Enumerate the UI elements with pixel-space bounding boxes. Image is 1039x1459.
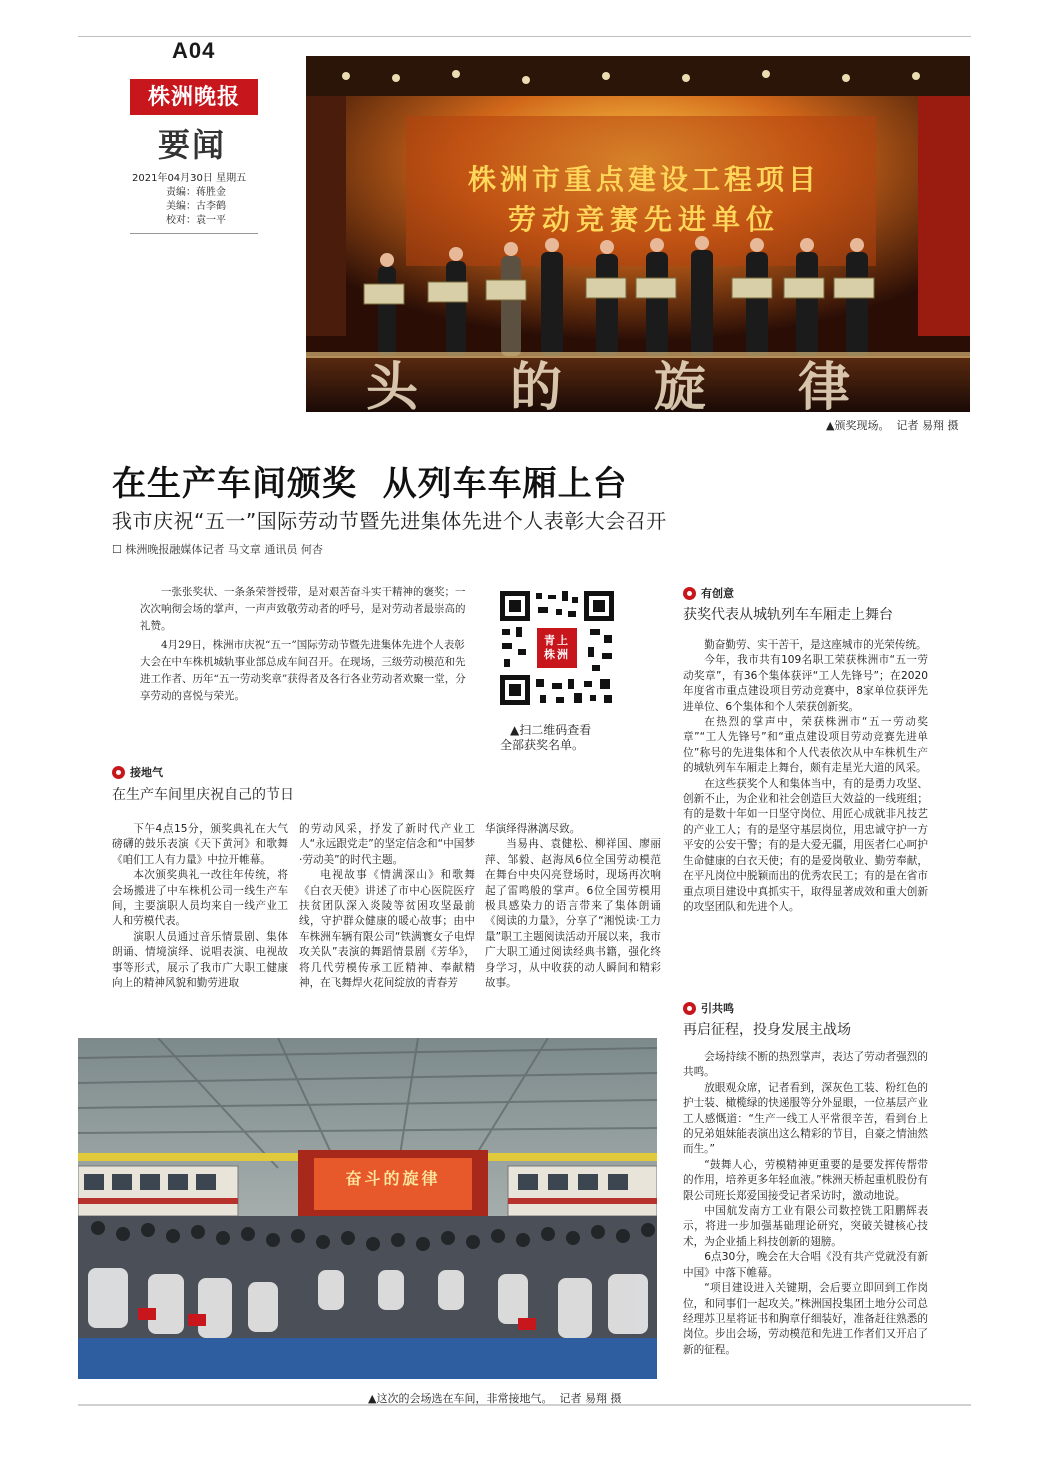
proofreader: 校对：袁一平 <box>166 215 226 226</box>
section-name: 要闻 <box>158 126 227 164</box>
section2-title: 获奖代表从城轨列车车厢走上舞台 <box>683 607 893 623</box>
lead-block <box>140 584 470 707</box>
section2-p3: 在热烈的掌声中，荣获株洲市“五一劳动奖章”“工人先锋号”和“重点建设项目劳动竞赛先进单位”称号的先进集体和个人代表依次从中车株机生产的城轨列车车厢走上舞台，颇有走星光大道的风采。 <box>683 716 928 775</box>
section1-c1-p1: 下午4点15分，颁奖典礼在大气磅礴的鼓乐表演《天下黄河》和歌舞《咱们工人有力量》中拉开帷幕。 <box>112 823 288 866</box>
section1-column-1 <box>112 822 288 991</box>
page-number: A04 <box>172 38 216 63</box>
sub-headline: 我市庆祝“五一”国际劳动节暨先进集体先进个人表彰大会召开 <box>112 509 667 533</box>
stage-banner-line2: 劳动竞赛先进单位 <box>507 203 780 236</box>
top-rule <box>78 36 971 37</box>
section1-title: 在生产车间里庆祝自己的节日 <box>112 787 294 803</box>
workshop-illustration <box>78 1038 657 1379</box>
tag-bullet-icon <box>112 766 125 779</box>
section3-body <box>683 1050 928 1358</box>
section3-tag <box>683 1000 734 1016</box>
section1-column-2 <box>299 822 475 991</box>
tag-bullet-icon <box>683 587 696 600</box>
byline: ☐ 株洲晚报融媒体记者 马文章 通讯员 何杏 <box>112 543 323 556</box>
section3-p1: 会场持续不断的热烈掌声，表达了劳动者强烈的共鸣。 <box>683 1051 928 1079</box>
section3-p3: “鼓舞人心，劳模精神更重要的是要发挥传帮带的作用，培养更多年轻血液。”株洲天桥起重机股份有限公司班长郑爱国接受记者采访时，激动地说。 <box>683 1158 928 1202</box>
issue-date: 2021年04月30日 星期五 <box>132 173 247 184</box>
section3-tag-label: 引共鸣 <box>701 1002 734 1015</box>
floor-text: 头的旋律 <box>366 358 943 412</box>
bottom-photo-caption: ▲这次的会场选在车间，非常接地气。 记者 易翔 摄 <box>368 1392 622 1405</box>
section1-c2-p1: 的劳动风采，抒发了新时代产业工人“永远跟党走”的坚定信念和“中国梦·劳动美”的时代主题。 <box>299 823 475 866</box>
section1-c3-p1: 华演绎得淋漓尽致。 <box>485 823 581 835</box>
section2-body <box>683 638 928 915</box>
section3-p4: 中国航发南方工业有限公司数控铣工阳鹏辉表示，将进一步加强基础理论研究，突破关键核心技术，为企业插上科技创新的翅膀。 <box>683 1205 928 1248</box>
qr-caption-1: ▲扫二维码查看 <box>510 723 592 737</box>
qr-caption-2: 全部获奖名单。 <box>500 738 585 752</box>
section2-p2: 今年，我市共有109名职工荣获株洲市“五一劳动奖章”，有36个集体获评“工人先锋号”；在2020年度省市重点建设项目劳动竞赛中，8家单位获评先进单位、6个集体和个人荣获创新奖。 <box>683 654 928 713</box>
top-photo-caption: ▲颁奖现场。 记者 易翔 摄 <box>826 419 959 432</box>
tag-bullet-icon <box>683 1002 696 1015</box>
lead-paragraph-2: 4月29日，株洲市庆祝“五一”国际劳动节暨先进集体先进个人表彰大会在中车株机城轨事业部总成车间召开。在现场，三级劳动模范和先进工作者、历年“五一劳动奖章”获得者及各行各业劳动者欢聚一堂，分享劳动的喜悦与荣光。 <box>140 639 466 702</box>
workshop-venue-photo <box>78 1038 657 1379</box>
section1-c3-p2: 当易冉、袁健松、柳祥国、廖丽萍、邹毅、赵海凤6位全国劳动模范在舞台中央闪亮登场时，现场再次响起了雷鸣般的掌声。6位全国劳模用极具感染力的语言带来了集体朗诵《阅读的力量》，分享了“湘悦读·工力量”职工主题阅读活动开展以来，我市广大职工通过阅读经典书籍，强化终身学习，从中收获的动人瞬间和精彩故事。 <box>485 838 661 990</box>
editor: 责编：蒋胜金 <box>166 187 226 198</box>
section2-p4: 在这些获奖个人和集体当中，有的是勇力攻坚、创新不止，为企业和社会创造巨大效益的一线班组；有的是数十年如一日坚守岗位、用匠心成就非凡技艺的产业工人；有的是坚守基层岗位，用忠诚守护一方平安的公安干警；有的是大爱无疆，用医者仁心呵护生命健康的白衣天使；有的是爱岗敬业、勤劳奉献，在平凡岗位中脱颖而出的优秀农民工；有的是在省市重点项目建设中真抓实干，取得显著成效和重大创新的攻坚团队和先进个人。 <box>683 777 928 913</box>
section3-p5: 6点30分，晚会在大合唱《没有共产党就没有新中国》中落下帷幕。 <box>683 1251 928 1279</box>
section1-tag-label: 接地气 <box>130 766 163 779</box>
section3-p6: “项目建设进入关键期，会后要立即回到工作岗位，和同事们一起攻关。”株洲国投集团土地分公司总经理苏卫星将证书和胸章仔细装好，准备赶往熟悉的岗位。步出会场，劳动模范和先进工作者们又开启了新的征程。 <box>683 1282 928 1356</box>
section2-tag <box>683 585 734 601</box>
masthead-rule <box>130 233 258 234</box>
award-ceremony-photo <box>306 56 970 412</box>
lead-paragraph-1: 一张张奖状、一条条荣誉授带，是对艰苦奋斗实干精神的褒奖；一次次响彻会场的掌声，一声声致敬劳动者的呼号，是对劳动者最崇高的礼赞。 <box>140 586 466 632</box>
qr-center-label: 青上株洲 <box>544 634 570 661</box>
section1-c2-p2: 电视故事《情满深山》和歌舞《白衣天使》讲述了市中心医院医疗扶贫团队深入炎陵等贫困攻坚最前线，守护群众健康的暖心故事；由中车株洲车辆有限公司“铁满寰女子电焊攻关队”表演的舞蹈情景剧《芳华》，将几代劳模传承工匠精神、奉献精神，在飞舞焊火花间绽放的青春芳 <box>299 869 475 990</box>
qr-code[interactable] <box>496 587 618 709</box>
main-headline: 在生产车间颁奖 从列车车厢上台 <box>112 464 628 504</box>
section3-p2: 放眼观众席，记者看到，深灰色工装、粉红色的护士装、橄榄绿的快递服等分外显眼，一位基层产业工人感慨道：“生产一线工人平常很辛苦，看到台上的兄弟姐妹能表演出这么精彩的节目，自豪之情油然而生。” <box>683 1081 928 1156</box>
section1-tag <box>112 764 163 780</box>
section1-column-3 <box>485 822 661 991</box>
section1-c1-p2: 本次颁奖典礼一改往年传统，将会场搬进了中车株机公司一线生产车间，主要演职人员均来自一线产业工人和劳模代表。 <box>112 869 288 928</box>
section3-title: 再启征程，投身发展主战场 <box>683 1022 851 1038</box>
paper-logo: 株洲晚报 <box>130 79 258 115</box>
designer: 美编：古李鹤 <box>166 201 226 212</box>
workshop-screen-text: 奋斗的旋律 <box>345 1169 441 1188</box>
section1-c1-p3: 演职人员通过音乐情景剧、集体朗诵、情境演绎、说唱表演、电视故事等形式，展示了我市广大职工健康向上的精神风貌和勤劳进取 <box>112 930 288 990</box>
stage-banner-line1: 株洲市重点建设工程项目 <box>467 163 820 196</box>
section2-p1: 勤奋勤劳、实干苦干，是这座城市的光荣传统。 <box>704 639 927 651</box>
section2-tag-label: 有创意 <box>701 587 734 600</box>
